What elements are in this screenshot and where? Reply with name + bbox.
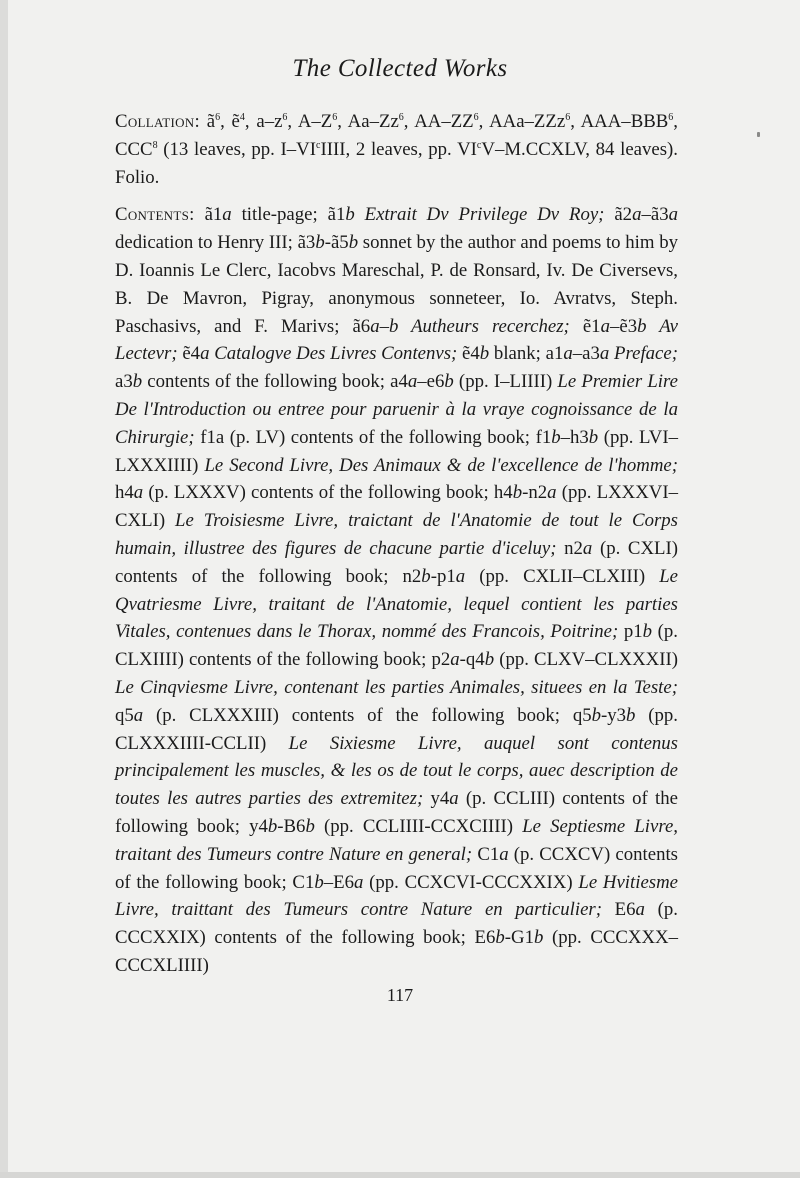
contents-italic-run: Le Sixiesme Livre, auquel sont contenus principalement les muscles, & les os de tout le corps, auec description de toutes les autres parties des extremitez; <box>115 732 678 810</box>
contents-roman-run: (pp. CLXXXIIII-CCLII) <box>115 704 678 754</box>
contents-italic-run: b <box>642 621 653 643</box>
contents-italic-run: a <box>133 704 144 726</box>
contents-italic-run: a <box>668 204 678 226</box>
contents-roman-run: (p. CCXCV) contents of the following book; C1 <box>115 843 678 893</box>
contents-roman-run: -y3 <box>601 704 627 726</box>
contents-italic-run: Le Premier Lire De l'Introduction ou entree pour paruenir à la vraye cognoissance de la Chirurgie; <box>115 371 678 448</box>
contents-italic-run: a <box>600 315 610 337</box>
collation-signature: , a–z <box>244 111 283 132</box>
collation-signature: , ẽ <box>220 111 240 132</box>
contents-roman-run: (pp. LVI–LXXXIIII) <box>115 426 678 476</box>
contents-roman-run: sonnet by the author and poems to him by D. Ioannis Le Clerc, Iacobvs Mareschal, P. de Ronsard, Iv. De Civersevs, B. De Mavron, Pigray, anonymous sonneteer, Io. Avratvs, Steph. Paschasivs, and F. Marivs; ã6 <box>115 232 678 337</box>
contents-italic-run: b <box>314 871 324 893</box>
contents-roman-run: –ẽ3 <box>609 315 638 337</box>
contents-paragraph <box>115 201 678 979</box>
contents-italic-run: b <box>512 482 523 504</box>
contents-italic-run: a–b Autheurs recerchez; <box>370 315 570 337</box>
contents-roman-run: (pp. CLXV–CLXXXII) <box>494 649 679 671</box>
contents-roman-run: y4 <box>423 788 450 810</box>
collation-signature: ã <box>200 111 216 132</box>
contents-roman-run: –E6 <box>323 871 354 893</box>
contents-roman-run: ã2 <box>604 204 633 226</box>
contents-italic-run: a <box>563 343 573 365</box>
contents-italic-run: b <box>588 426 599 448</box>
contents-roman-run: (p. CLXIIII) contents of the following book; p2 <box>115 621 678 671</box>
collation-tail-end: V–M.CCXLV, 84 leaves). Folio. <box>115 138 678 188</box>
contents-italic-run: b <box>484 649 495 671</box>
contents-roman-run: (pp. I–LIIII) <box>453 371 558 393</box>
contents-roman-run: -G1 <box>504 927 534 949</box>
collation-leaf-count: 6 <box>332 112 338 123</box>
contents-roman-run: (pp. CCLIIII-CCXCIIII) <box>314 815 523 837</box>
contents-italic-run: Le Hvitiesme Livre, traittant des Tumeurs contre Nature en particulier; <box>115 871 679 921</box>
collation-leaf-count: 6 <box>668 112 674 123</box>
contents-italic-run: a <box>499 843 509 865</box>
text-block <box>115 108 678 980</box>
collation-signature: , AA–ZZ <box>403 111 474 132</box>
collation-leaf-count: 6 <box>215 112 221 123</box>
contents-italic-run: b <box>495 927 505 949</box>
collation-tail-sup2: c <box>476 139 482 151</box>
contents-italic-run: b Extrait Dv Privilege Dv Roy; <box>345 204 605 226</box>
contents-roman-run: (p. CLXXXIII) contents of the following book; q5 <box>143 704 592 726</box>
contents-italic-run: b <box>479 343 490 365</box>
contents-italic-run: b <box>267 815 278 837</box>
collation-tail-sup: c <box>315 139 321 151</box>
contents-italic-run: a <box>635 899 645 921</box>
contents-roman-run: -ã5 <box>324 232 349 254</box>
collation-signature: , AAA–BBB <box>570 111 669 132</box>
collation-leaf-count: 6 <box>473 112 479 123</box>
contents-italic-run: b <box>315 232 325 254</box>
contents-roman-run: a3 <box>115 371 133 393</box>
collation-tail-mid: IIII, 2 leaves, pp. VI <box>320 138 477 160</box>
contents-italic-run: a <box>449 788 459 810</box>
contents-roman-run: p1 <box>618 621 643 643</box>
contents-roman-run: (pp. CXLII–CLXIII) <box>465 565 660 587</box>
contents-italic-run: Le Troisiesme Livre, traictant de l'Anatomie de tout le Corps humain, illustree des figures de chacune partie d'iceluy; <box>115 510 678 559</box>
contents-roman-run: (pp. LXXXVI–CXLI) <box>115 482 678 532</box>
collation-paragraph <box>115 108 678 191</box>
ink-speck <box>757 132 760 137</box>
contents-roman-run: C1 <box>472 843 500 865</box>
contents-roman-run: –ã3 <box>641 204 669 226</box>
contents-italic-run: Le Second Livre, Des Animaux & de l'excellence de l'homme; <box>204 454 678 476</box>
contents-italic-run: b <box>551 426 561 448</box>
collation-leaf-count: 8 <box>152 139 158 151</box>
contents-italic-run: a <box>547 482 557 504</box>
contents-roman-run: -p1 <box>430 565 456 587</box>
contents-roman-run: -n2 <box>522 482 548 504</box>
contents-italic-run: b <box>626 704 636 726</box>
contents-roman-run: blank; a1 <box>489 343 564 365</box>
contents-italic-run: b <box>421 565 431 587</box>
collation-signature: , AAa–ZZz <box>478 111 566 132</box>
contents-italic-run: Le Septiesme Livre, traitant des Tumeurs contre Nature en general; <box>115 815 678 865</box>
contents-italic-run: a <box>450 649 460 671</box>
contents-italic-run: b <box>591 704 601 726</box>
contents-italic-run: a <box>354 871 364 893</box>
contents-roman-run: E6 <box>601 899 636 921</box>
contents-roman-run: dedication to Henry III; ã3 <box>115 232 316 254</box>
contents-roman-run: (p. CXLI) contents of the following book; n2 <box>115 537 678 587</box>
contents-roman-run: ã1 <box>194 204 223 226</box>
collation-signature: , CCC <box>115 111 678 160</box>
contents-roman-run: f1a (p. LV) contents of the following book; f1 <box>194 426 552 448</box>
contents-roman-run: contents of the following book; a4 <box>142 371 408 393</box>
contents-roman-run: h4 <box>115 482 134 504</box>
contents-italic-run: a <box>582 537 593 559</box>
contents-roman-run: (pp. CCCXXX–CCCXLIIII) <box>115 927 678 976</box>
collation-leaf-count: 4 <box>239 112 245 123</box>
contents-roman-run: (p. CCCXXIX) contents of the following book; E6 <box>115 899 678 949</box>
contents-italic-run: a <box>222 204 232 226</box>
contents-roman-run: -B6 <box>277 815 306 837</box>
contents-italic-run: a <box>133 482 144 504</box>
contents-roman-run: –e6 <box>417 371 445 393</box>
contents-italic-run: a <box>455 565 466 587</box>
contents-italic-run: Le Qvatriesme Livre, traitant de l'Anatomie, lequel contient les parties Vitales, contenues dans le Thorax, nommé des Francois, Poitrine; <box>115 565 678 643</box>
contents-label: Contents: <box>115 204 195 226</box>
collation-leaf-count: 6 <box>398 112 404 123</box>
contents-italic-run: b <box>444 371 454 393</box>
contents-roman-run: ẽ4 <box>457 343 480 365</box>
collation-label: Collation: <box>115 111 201 132</box>
contents-italic-run: a Preface; <box>599 343 678 365</box>
contents-roman-run: –a3 <box>572 343 600 365</box>
contents-italic-run: b <box>348 232 359 254</box>
collation-signature: , A–Z <box>287 111 333 132</box>
contents-italic-run: b <box>305 815 315 837</box>
collation-leaf-count: 6 <box>565 112 571 123</box>
contents-italic-run: Le Cinqviesme Livre, contenant les parties Animales, situees en la Teste; <box>115 676 678 698</box>
contents-italic-run: b Av Lectevr; <box>115 315 678 365</box>
contents-roman-run: n2 <box>556 537 583 559</box>
contents-roman-run: (pp. CCXCVI-CCCXXIX) <box>363 871 579 893</box>
running-head: The Collected Works <box>292 55 508 82</box>
contents-italic-run: a Catalogve Des Livres Contenvs; <box>200 343 458 365</box>
contents-italic-run: b <box>132 371 143 393</box>
contents-roman-run: title-page; ã1 <box>231 204 346 226</box>
contents-roman-run: (p. CCLIII) contents of the following book; y4 <box>115 788 679 837</box>
contents-roman-run: –h3 <box>560 426 589 448</box>
contents-roman-run: ẽ4 <box>177 343 201 365</box>
collation-leaf-count: 6 <box>282 112 288 123</box>
contents-italic-run: b <box>533 927 544 949</box>
contents-roman-run: ẽ1 <box>569 315 601 337</box>
contents-roman-run: -q4 <box>459 649 485 671</box>
contents-text <box>115 204 678 976</box>
contents-italic-run: a <box>632 204 642 226</box>
contents-roman-run: q5 <box>115 704 134 726</box>
page-number: 117 <box>386 985 414 1005</box>
collation-tail-pre: (13 leaves, pp. I–VI <box>157 138 316 160</box>
contents-italic-run: a <box>407 371 418 393</box>
collation-signature: , Aa–Zz <box>337 111 399 132</box>
contents-roman-run: (p. LXXXV) contents of the following book; h4 <box>143 482 513 504</box>
